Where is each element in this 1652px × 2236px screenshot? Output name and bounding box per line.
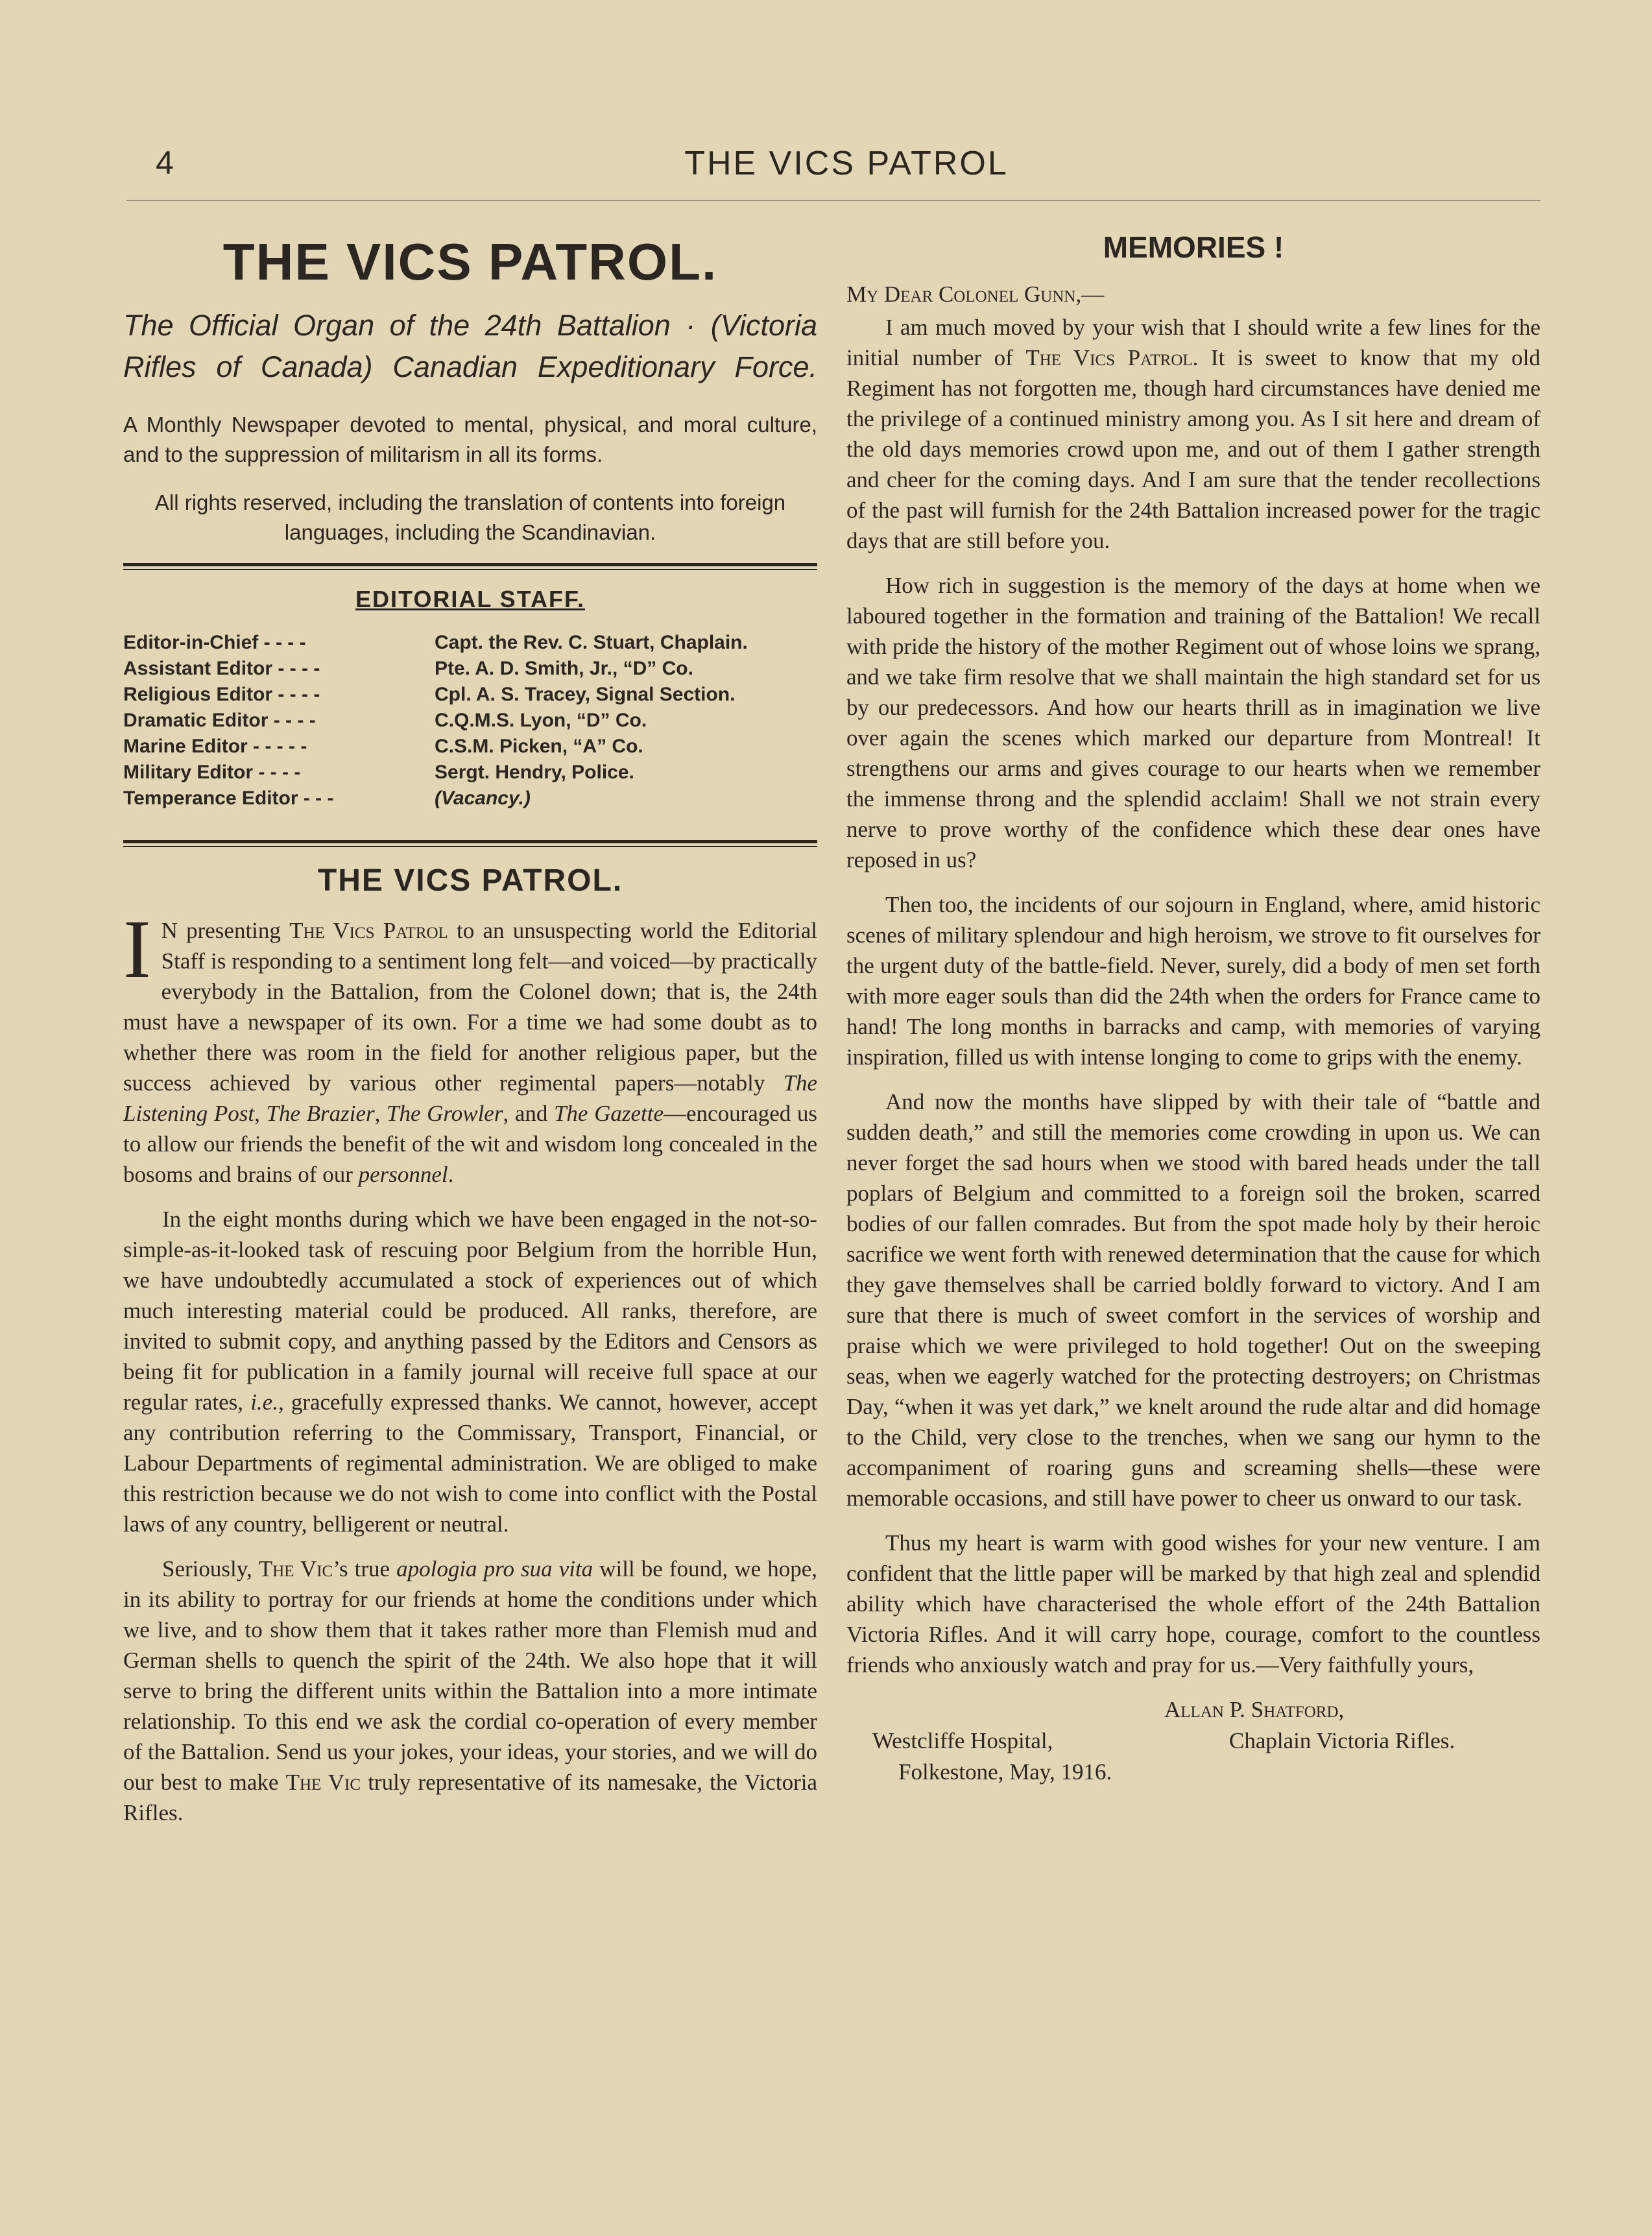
- running-header: [156, 144, 1537, 189]
- staff-row: [123, 630, 817, 656]
- masthead-title: THE VICS PATROL.: [222, 233, 718, 291]
- staff-name: Capt. the Rev. C. Stuart, Chaplain.: [435, 632, 748, 653]
- letter-paragraph: How rich in suggestion is the memory of the days at home when we laboured together in the formation and training of the Battalion! We recall with pride the history of the mother Regiment out of whose loins we sprang, and we take firm resolve that we shall maintain the high standard set for us by our predecessors. And how our hearts thrill as in imagination we live over again the scenes which marked our departure from Montreal! It strengthens our arms and gives courage to our hearts when we remember the immense throng and the splendid acclaim! Shall we not strain every nerve to prove worthy of the confidence which these dear ones have reposed in us?: [846, 573, 1540, 872]
- staff-name: Sergt. Hendry, Police.: [435, 762, 634, 783]
- staff-row: [123, 682, 817, 708]
- staff-role: Military Editor - - - -: [123, 762, 301, 783]
- staff-name: (Vacancy.): [435, 787, 531, 809]
- staff-row: [123, 786, 817, 811]
- masthead-rights: All rights reserved, including the translation of contents into foreign languages, including the Scandinavian.: [154, 490, 786, 544]
- letter-salutation: My Dear Colonel Gunn,—: [846, 282, 1105, 307]
- editorial-staff-title: EDITORIAL STAFF.: [355, 586, 585, 612]
- editorial-staff-table: [123, 630, 817, 811]
- staff-role: Religious Editor - - - -: [123, 684, 320, 705]
- staff-role: Temperance Editor - - -: [123, 787, 334, 809]
- masthead-description: A Monthly Newspaper devoted to mental, physical, and moral culture, and to the suppression of militarism in all its forms.: [123, 413, 817, 466]
- editorial-paragraph: Seriously, The Vic’s true apologia pro sua vita will be found, we hope, in its ability to portray for our friends at home the conditions under which we live, and to show them that it takes rather more than Flemish mud and German shells to quench the spirit of the 24th. We also hope that it will serve to bring the different units within the Battalion into a more intimate relationship. To this end we ask the cordial co-operation of every member of the Battalion. Send us your jokes, your ideas, your stories, and we will do our best to make The Vic truly representative of its namesake, the Victoria Rifles.: [123, 1556, 818, 1825]
- editorial-title: THE VICS PATROL.: [317, 863, 623, 898]
- staff-row: [123, 734, 817, 760]
- staff-role: Marine Editor - - - - -: [123, 736, 307, 757]
- staff-name: Cpl. A. S. Tracey, Signal Section.: [435, 684, 736, 705]
- signature-name: Allan P. Shatford,: [1164, 1697, 1345, 1722]
- staff-row: [123, 656, 817, 682]
- header-rule: [126, 200, 1540, 201]
- editorial-paragraph: In the eight months during which we have been engaged in the not-so-simple-as-it-looked task of rescuing poor Belgium from the horrible Hun, we have undoubtedly accumulated a stock of experiences out of which much interesting material could be produced. All ranks, therefore, are invited to submit copy, and anything passed by the Editors and Censors as being fit for publication in a family journal will receive full space at our regular rates, i.e., gracefully expressed thanks. We cannot, however, accept any contribution referring to the Commissary, Transport, Financial, or Labour Departments of regimental administration. We are obliged to make this restriction because we do not wish to come into conflict with the Postal laws of any country, belligerent or neutral.: [123, 1207, 817, 1537]
- staff-name: C.S.M. Picken, “A” Co.: [435, 736, 643, 757]
- drop-cap: I: [123, 903, 151, 995]
- staff-row: [123, 760, 817, 786]
- editorial-paragraph: I N presenting The Vics Patrol to an unsuspecting world the Editorial Staff is responding to a sentiment long felt—and voiced—by practically everybody in the Battalion, from the Colonel down; that is, the 24th must have a newspaper of its own. For a time we had some doubt as to whether there was room in the field for another religious paper, but the success achieved by various other regimental papers—notably The Listening Post, The Brazier, The Growler, and The Gazette—encouraged us to allow our friends the benefit of the wit and wisdom long concealed in the bosoms and brains of our personnel.: [123, 903, 818, 1187]
- masthead-subtitle: The Official Organ of the 24th Battalion · (Victoria Rifles of Canada) Canadian Expeditionary Force.: [123, 309, 817, 383]
- letter-paragraph: Then too, the incidents of our sojourn in England, where, amid historic scenes of military splendour and high heroism, we strove to fit ourselves for the urgent duty of the battle-field. Never, surely, did a body of men set forth with more eager souls than did the 24th when the orders for France came to hand! The long months in barracks and camp, with memories of varying inspiration, filled us with intense longing to come to grips with the enemy.: [846, 892, 1540, 1070]
- letter-closing: [846, 1694, 1540, 1792]
- staff-role: Dramatic Editor - - - -: [123, 710, 316, 731]
- letter-paragraph: And now the months have slipped by with their tale of “battle and sudden death,” and still the memories come crowding in upon us. We can never forget the sad hours when we stood with bared heads under the tall poplars of Belgium and committed to a foreign soil the broken, scarred bodies of our fallen comrades. But from the spot made holy by their heroic sacrifice we went forth with renewed determination that the cause for which they gave themselves shall be carried boldly forward to victory. And I am sure that there is much of sweet comfort in the services of worship and praise which we were privileged to hold together! Out on the sweeping seas, when we eagerly watched for the protecting destroyers; on Christmas Day, “when it was yet dark,” we knelt around the rude altar and did homage to the Child, very close to the trenches, when we sang our hymn to the accompaniment of roaring guns and screaming shells—these were memorable occasions, and still have power to cheer us onward to our task.: [846, 1089, 1540, 1511]
- letter-paragraph: Thus my heart is warm with good wishes for your new venture. I am confident that the little paper will be marked by that high zeal and splendid ability which have characterised the whole effort of the 24th Battalion Victoria Rifles. And it will carry hope, courage, comfort to the countless friends who anxiously watch and pray for us.—Very faithfully yours,: [846, 1530, 1540, 1677]
- publication-name: The Vics Patrol: [289, 918, 448, 943]
- section-divider: [123, 840, 817, 847]
- right-column: [846, 221, 1540, 1792]
- staff-role: Assistant Editor - - - -: [123, 658, 320, 679]
- signature-date: Folkestone, May, 1916.: [898, 1759, 1112, 1785]
- signature-title: Chaplain Victoria Rifles.: [1229, 1728, 1455, 1753]
- staff-role: Editor-in-Chief - - - -: [123, 632, 306, 653]
- section-divider: [123, 563, 817, 570]
- staff-name: Pte. A. D. Smith, Jr., “D” Co.: [435, 658, 693, 679]
- signature-place: Westcliffe Hospital,: [872, 1728, 1053, 1753]
- staff-name: C.Q.M.S. Lyon, “D” Co.: [435, 710, 647, 731]
- page-number: 4: [156, 145, 174, 181]
- staff-row: [123, 708, 817, 734]
- running-title: THE VICS PATROL: [684, 145, 1009, 182]
- memories-title: MEMORIES !: [1103, 230, 1284, 264]
- left-column: [123, 221, 817, 1842]
- letter-paragraph: I am much moved by your wish that I should write a few lines for the initial number of The Vics Patrol. It is sweet to know that my old Regiment has not forgotten me, though hard circumstances have denied me the privilege of a continued ministry among you. As I sit here and dream of the old days memories crowd upon me, and out of them I gather strength and cheer for the coming days. And I am sure that the tender recollections of the past will furnish for the 24th Battalion increased power for the tragic days that are still before you.: [846, 315, 1540, 553]
